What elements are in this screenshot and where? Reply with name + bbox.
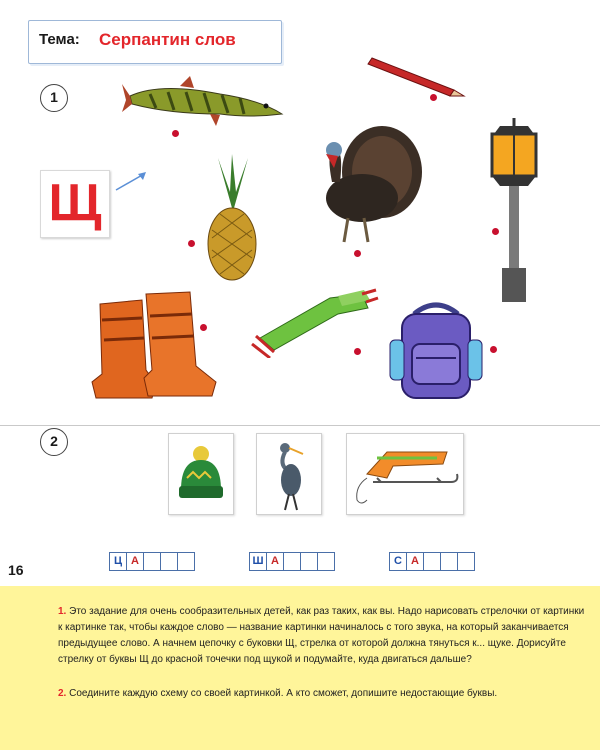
knit-hat-picture	[169, 434, 233, 514]
exercise-2-number: 2	[40, 428, 68, 456]
boots-picture[interactable]	[86, 286, 222, 404]
scheme-2-cell[interactable]	[283, 552, 301, 571]
lamp-post-dot[interactable]	[492, 228, 499, 235]
topic-label: Тема:	[39, 31, 80, 48]
sled-card[interactable]	[346, 433, 464, 515]
scheme-1-cell[interactable]: Ц	[109, 552, 127, 571]
instructions-panel	[0, 586, 600, 750]
scheme-2-cell[interactable]	[300, 552, 318, 571]
scheme-1-cell[interactable]	[160, 552, 178, 571]
scheme-2-cell[interactable]: А	[266, 552, 284, 571]
scheme-3-cell[interactable]	[440, 552, 458, 571]
instruction-1	[58, 604, 588, 668]
arrow-icon	[112, 168, 152, 194]
scheme-2-cell[interactable]	[317, 552, 335, 571]
scheme-3-cell[interactable]	[457, 552, 475, 571]
pike-picture[interactable]	[120, 74, 290, 136]
boots-dot[interactable]	[200, 324, 207, 331]
scheme-3	[390, 552, 475, 571]
pineapple-picture[interactable]	[200, 152, 264, 284]
backpack-picture[interactable]	[386, 300, 486, 404]
instruction-2	[58, 686, 588, 702]
topic-title: Серпантин слов	[99, 30, 236, 49]
scheme-2	[250, 552, 335, 571]
instruction-1-number: 1.	[58, 606, 67, 617]
topic-header	[28, 20, 282, 64]
pineapple-dot[interactable]	[188, 240, 195, 247]
turkey-dot[interactable]	[354, 250, 361, 257]
page-number: 16	[8, 562, 24, 578]
instruction-2-text: Соедините каждую схему со своей картинкой. А кто сможет, допишите недостающие буквы.	[69, 688, 498, 699]
backpack-dot[interactable]	[490, 346, 497, 353]
instruction-1-text: Это задание для очень сообразительных детей, как раз таких, как вы. Надо нарисовать стрелочки от картинки к картинке так, чтобы каждое слово — название картинки начиналось с того звука, на который заканчивается предыдущее слово. А начнем цепочку с буковки Щ, стрелка от которой должна тянуться к... щуке. Дорисуйте стрелку от буквы Щ до красной точечки под щукой и подумайте, куда двигаться дальше?	[58, 606, 585, 665]
hat-card[interactable]	[168, 433, 234, 515]
lamp-post-picture[interactable]	[474, 118, 554, 308]
scheme-1-cell[interactable]	[177, 552, 195, 571]
pencil-picture[interactable]	[366, 52, 466, 98]
scheme-1-cell[interactable]: А	[126, 552, 144, 571]
pencil-dot[interactable]	[430, 94, 437, 101]
scheme-2-cell[interactable]: Ш	[249, 552, 267, 571]
instruction-2-number: 2.	[58, 688, 67, 699]
heron-picture	[257, 434, 321, 514]
scheme-1	[110, 552, 195, 571]
sled-picture	[347, 434, 463, 514]
section-divider	[0, 425, 600, 426]
scheme-3-cell[interactable]: А	[406, 552, 424, 571]
scheme-1-cell[interactable]	[143, 552, 161, 571]
scheme-3-cell[interactable]	[423, 552, 441, 571]
heron-card[interactable]	[256, 433, 322, 515]
turkey-picture[interactable]	[304, 112, 424, 248]
letter-card: Щ	[40, 170, 110, 238]
scarf-picture[interactable]	[250, 288, 380, 358]
scarf-dot[interactable]	[354, 348, 361, 355]
scheme-3-cell[interactable]: С	[389, 552, 407, 571]
pike-dot[interactable]	[172, 130, 179, 137]
exercise-1-number: 1	[40, 84, 68, 112]
